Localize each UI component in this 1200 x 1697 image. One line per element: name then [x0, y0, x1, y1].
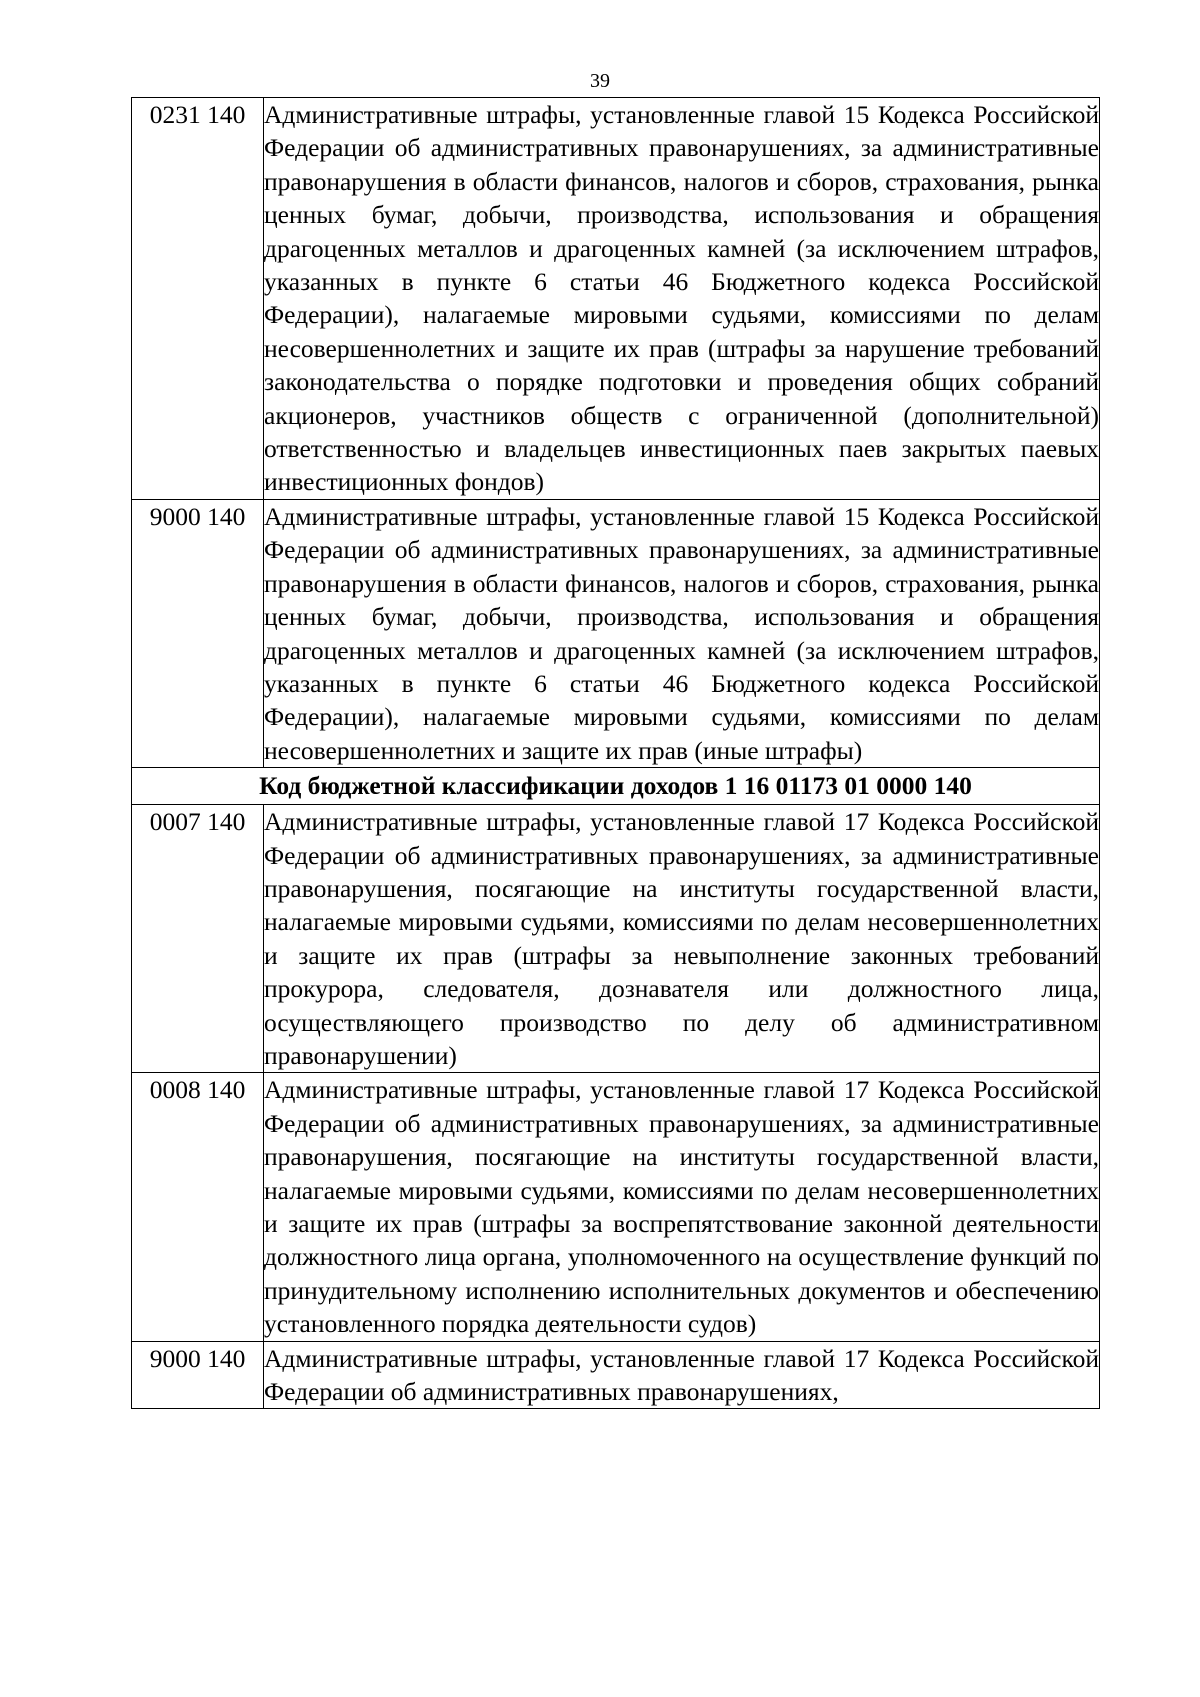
section-header-row [132, 768, 1100, 805]
row-description: Административные штрафы, установленные главой 15 Кодекса Российской Федерации об административных правонарушениях, за административные правонарушения в области финансов, налогов и сборов, страхования, рынка ценных бумаг, добычи, производства, использования и обращения драгоценных металлов и драгоценных камней (за исключением штрафов, указанных в пункте 6 статьи 46 Бюджетного кодекса Российской Федерации), налагаемые мировыми судьями, комиссиями по делам несовершеннолетних и защите их прав (иные штрафы) [264, 499, 1100, 767]
table-row [132, 499, 1100, 767]
row-description: Административные штрафы, установленные главой 17 Кодекса Российской Федерации об административных правонарушениях, [264, 1341, 1100, 1409]
table-row [132, 1073, 1100, 1341]
row-description: Административные штрафы, установленные главой 15 Кодекса Российской Федерации об административных правонарушениях, за административные правонарушения в области финансов, налогов и сборов, страхования, рынка ценных бумаг, добычи, производства, использования и обращения драгоценных металлов и драгоценных камней (за исключением штрафов, указанных в пункте 6 статьи 46 Бюджетного кодекса Российской Федерации), налагаемые мировыми судьями, комиссиями по делам несовершеннолетних и защите их прав (штрафы за нарушение требований законодательства о порядке подготовки и проведения общих собраний акционеров, участников обществ с ограниченной (дополнительной) ответственностью и владельцев инвестиционных паев закрытых паевых инвестиционных фондов) [264, 98, 1100, 500]
section-header: Код бюджетной классификации доходов 1 16 01173 01 0000 140 [132, 768, 1100, 805]
row-code: 0008 140 [132, 1073, 264, 1341]
budget-classification-table [131, 97, 1100, 1409]
row-code: 0007 140 [132, 805, 264, 1073]
table-row [132, 805, 1100, 1073]
row-description: Административные штрафы, установленные главой 17 Кодекса Российской Федерации об административных правонарушениях, за административные правонарушения, посягающие на институты государственной власти, налагаемые мировыми судьями, комиссиями по делам несовершеннолетних и защите их прав (штрафы за воспрепятствование законной деятельности должностного лица органа, уполномоченного на осуществление функций по принудительному исполнению исполнительных документов и обеспечению установленного порядка деятельности судов) [264, 1073, 1100, 1341]
row-description: Административные штрафы, установленные главой 17 Кодекса Российской Федерации об административных правонарушениях, за административные правонарушения, посягающие на институты государственной власти, налагаемые мировыми судьями, комиссиями по делам несовершеннолетних и защите их прав (штрафы за невыполнение законных требований прокурора, следователя, дознавателя или должностного лица, осуществляющего производство по делу об административном правонарушении) [264, 805, 1100, 1073]
table-row [132, 98, 1100, 500]
page-number: 39 [590, 70, 610, 92]
table-row [132, 1341, 1100, 1409]
row-code: 9000 140 [132, 1341, 264, 1409]
row-code: 9000 140 [132, 499, 264, 767]
row-code: 0231 140 [132, 98, 264, 500]
